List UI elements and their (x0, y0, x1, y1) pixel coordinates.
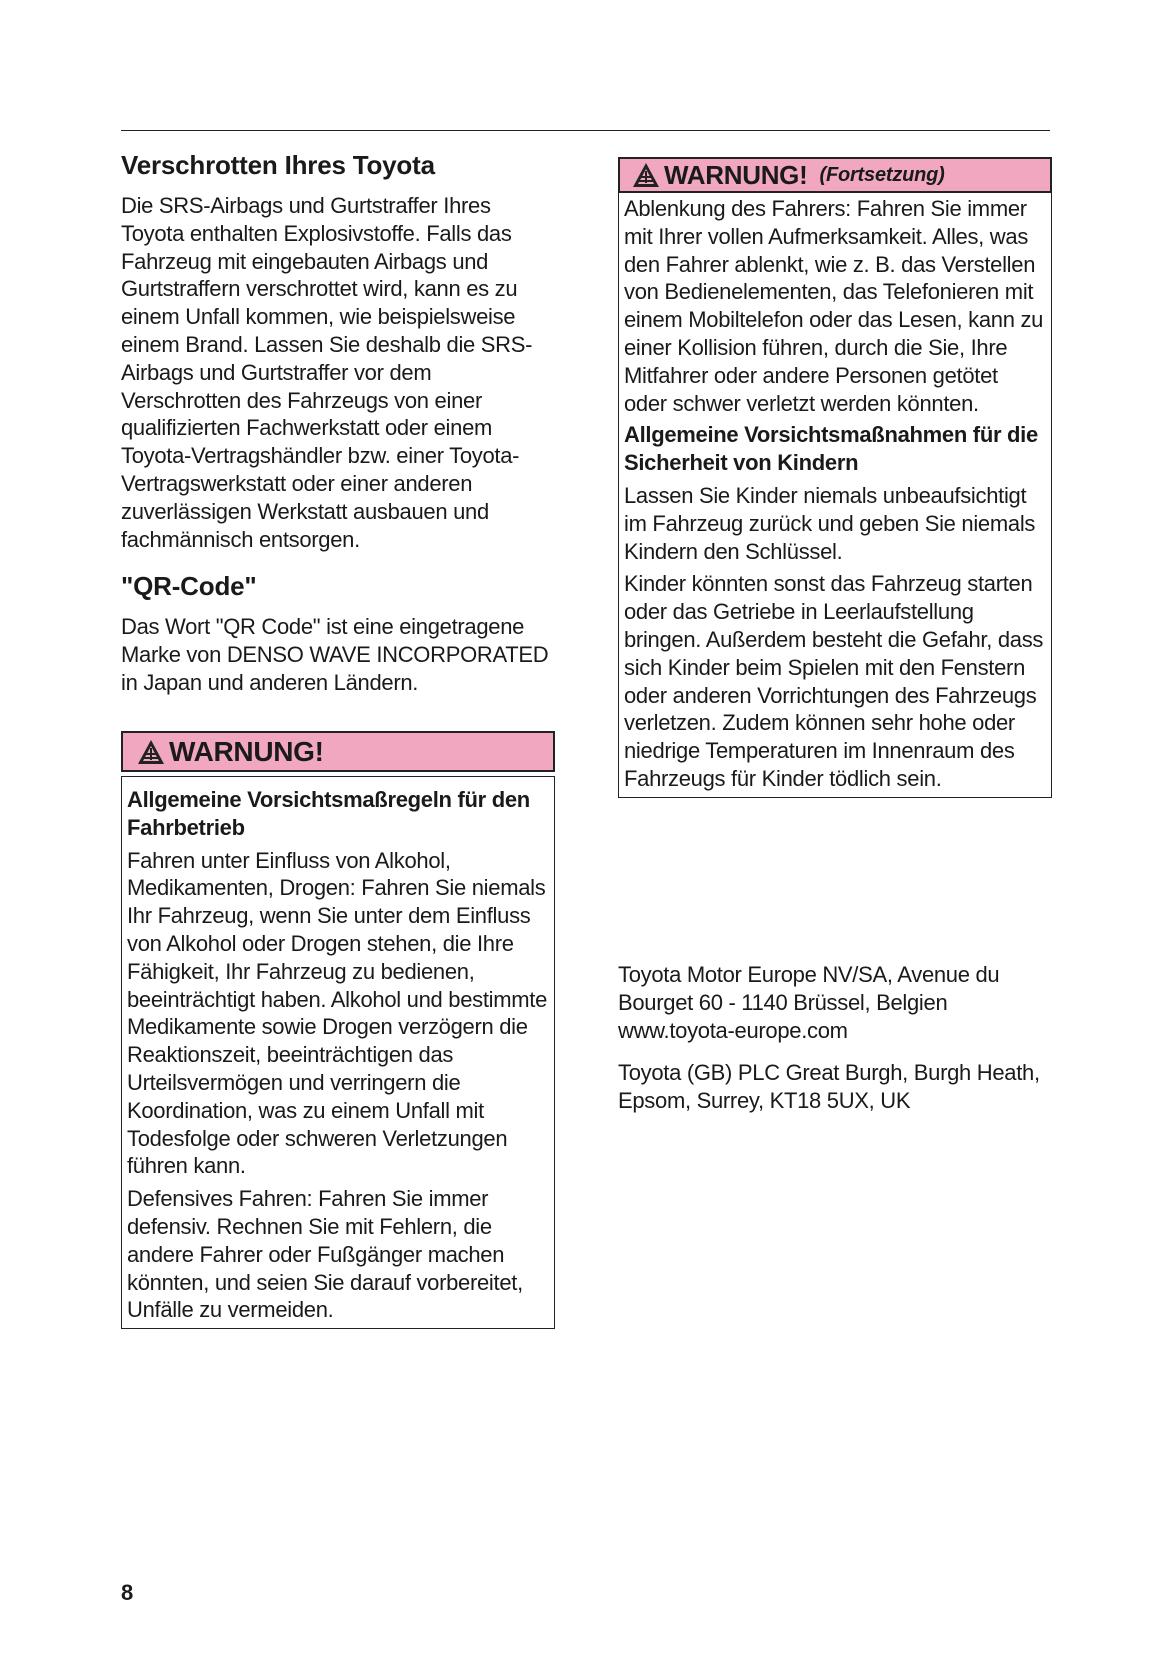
warning-triangle-icon (137, 739, 165, 765)
warning-body-left (121, 776, 555, 1329)
warning-paragraph-distraction: Ablenkung des Fahrers: Fahren Sie immer mit Ihrer vollen Aufmerksamkeit. Alles, was den Fahrer ablenkt, wie z. B. das Verstellen von Bedienelementen, das Telefonieren mit einem Mobiltelefon oder das Lesen, kann zu einer Kollision führen, durch die Sie, Ihre Mitfahrer oder andere Personen getötet oder schwer verletzt werden könnten. (624, 196, 1044, 416)
warning-paragraph-alcohol: Fahren unter Einfluss von Alkohol, Medikamenten, Drogen: Fahren Sie niemals Ihr Fahrzeug, wenn Sie unter dem Einfluss von Alkohol oder Drogen stehen, die Ihre Fähigkeit, Ihr Fahrzeug zu bedienen, beeinträchtigt haben. Alkohol und bestimmte Medikamente sowie Drogen verzögern die Reaktionszeit, beeinträchtigen das Urteilsvermögen und verringern die Koordination, was zu einem Unfall mit Todesfolge oder schweren Verletzungen führen kann. (127, 847, 548, 1179)
warning-title-left: WARNUNG! (169, 735, 324, 767)
section-title-scrapping: Verschrotten Ihres Toyota (121, 150, 435, 180)
warning-subtitle-left: Allgemeine Vorsichtsmaßregeln für den Fahrbetrieb (127, 787, 530, 840)
address-europe: Toyota Motor Europe NV/SA, Avenue du Bourget 60 - 1140 Brüssel, Belgien www.toyota-europe.com (618, 962, 1000, 1043)
left-column (121, 148, 555, 697)
page-number: 8 (121, 1580, 134, 1605)
top-rule (121, 130, 1050, 131)
warning-paragraph-children-alone: Lassen Sie Kinder niemals unbeaufsichtigt im Fahrzeug zurück und geben Sie niemals Kindern den Schlüssel. (624, 482, 1036, 564)
warning-box-right (618, 157, 1052, 798)
warning-continuation: (Fortsetzung) (819, 163, 945, 186)
section-body-qr: Das Wort "QR Code" ist eine eingetragene Marke von DENSO WAVE INCORPORATED in Japan und anderen Ländern. (121, 614, 549, 695)
section-body-scrapping: Die SRS-Airbags und Gurtstraffer Ihres Toyota enthalten Explosivstoffe. Falls das Fahrzeug mit eingebauten Airbags und Gurtstraffern verschrottet wird, kann es zu einem Unfall kommen, wie beispielsweise einem Brand. Lassen Sie deshalb die SRS-Airbags und Gurtstraffer vor dem Verschrotten des Fahrzeugs von einer qualifizierten Fachwerkstatt oder einem Toyota-Vertragshändler bzw. einer Toyota-Vertragswerkstatt oder einer anderen zuverlässigen Werkstatt ausbauen und fachmännisch entsorgen. (121, 193, 533, 552)
warning-header-left (121, 731, 555, 772)
warning-triangle-icon (632, 162, 660, 188)
warning-paragraph-defensive: Defensives Fahren: Fahren Sie immer defensiv. Rechnen Sie mit Fehlern, die andere Fahrer oder Fußgänger machen könnten, und seien Sie darauf vorbereitet, Unfälle zu vermeiden. (127, 1186, 523, 1323)
warning-box-left (121, 731, 555, 1329)
section-title-qr: "QR-Code" (121, 571, 257, 602)
address-uk: Toyota (GB) PLC Great Burgh, Burgh Heath, Epsom, Surrey, KT18 5UX, UK (618, 1060, 1040, 1113)
warning-title-right: WARNUNG! (664, 160, 808, 190)
warning-header-right (618, 157, 1052, 193)
warning-paragraph-children-risk: Kinder könnten sonst das Fahrzeug starten oder das Getriebe in Leerlaufstellung bringen. Außerdem besteht die Gefahr, dass sich Kinder beim Spielen mit den Fenstern oder anderen Vorrichtungen des Fahrzeugs verletzen. Zudem können sehr hohe oder niedrige Temperaturen im Innenraum des Fahrzeugs für Kinder tödlich sein. (624, 571, 1044, 791)
warning-body-right (618, 193, 1052, 798)
warning-subtitle-right: Allgemeine Vorsichtsmaßnahmen für die Sicherheit von Kindern (624, 422, 1038, 476)
